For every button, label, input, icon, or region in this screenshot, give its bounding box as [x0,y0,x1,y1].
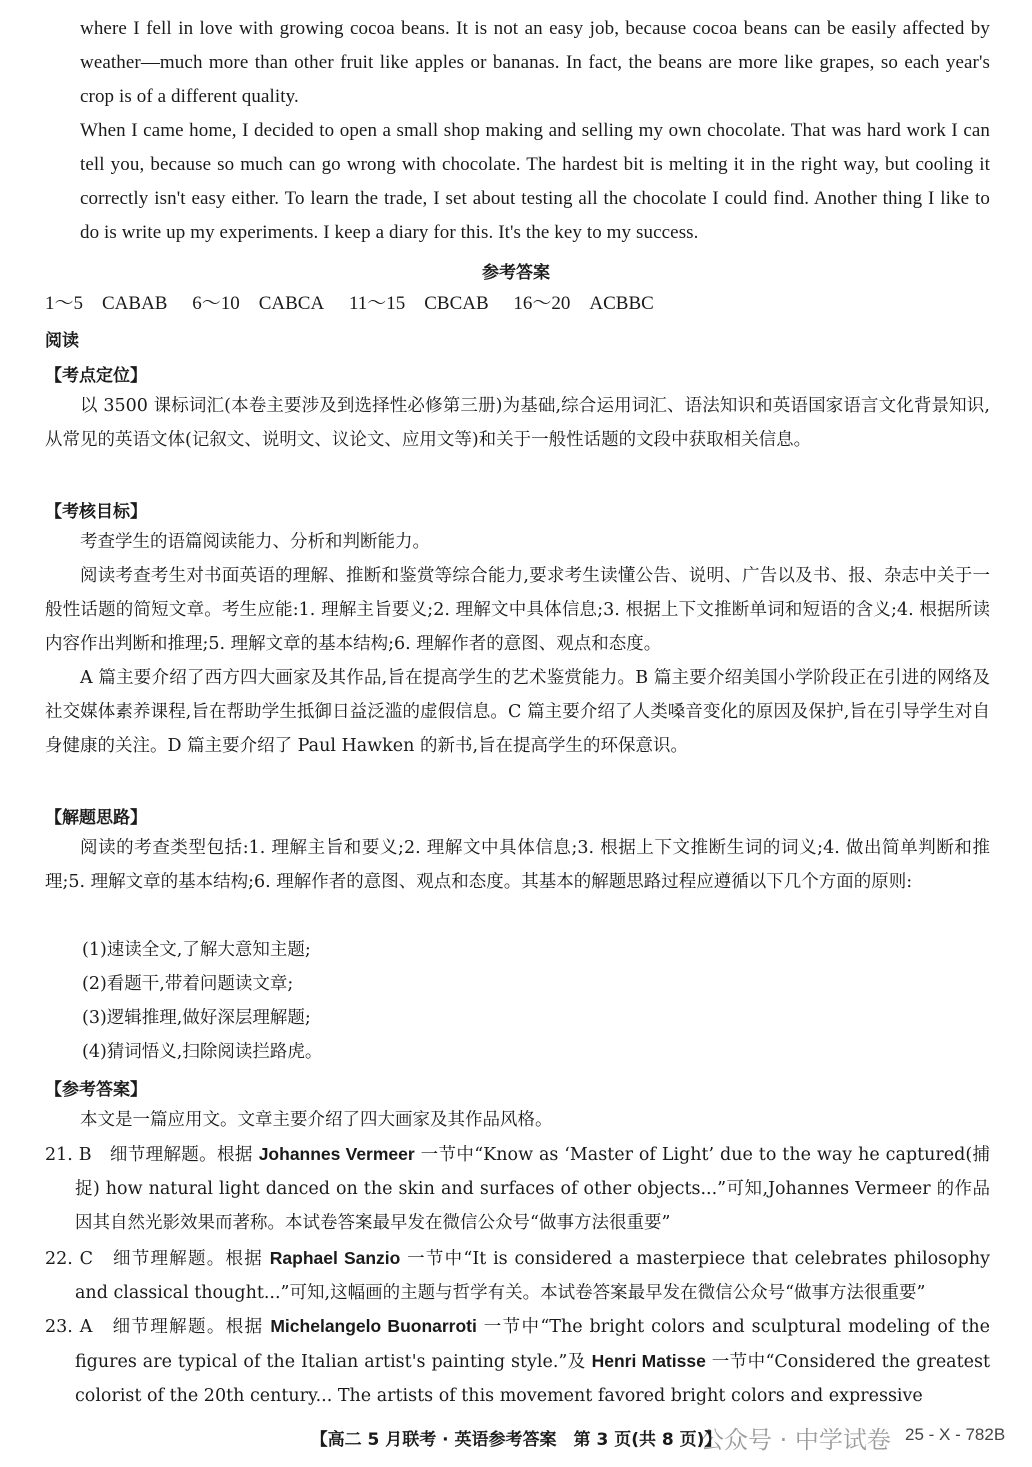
answer-group: 6～10 CABCA [192,293,325,314]
explanation-text: 细节理解题。根据 [91,1145,259,1165]
jieti-item: (2)看题干,带着问题读文章; [82,974,294,994]
explanation-text: 一节中“It is considered a masterpiece that celebrates philosophy and classical thought...”可知,这幅画的主题与哲学有关。本试卷答案最早发在微信公众号“做事方法很重要” [75,1249,990,1303]
section-name: Michelangelo Buonarroti [270,1316,477,1336]
question-23-explanation [45,1309,990,1413]
watermark-text: 公众号 · 中学试卷 [700,1426,891,1454]
answer-group: 16～20 ACBBC [513,293,654,314]
explanation-text: 细节理解题。根据 [92,1317,271,1337]
cankao-summary: 本文是一篇应用文。文章主要介绍了四大画家及其作品风格。 [80,1110,553,1130]
question-22-explanation [45,1241,990,1310]
intro-passage [80,12,990,250]
section-name: Henri Matisse [591,1351,706,1371]
intro-paragraph-1: where I fell in love with growing cocoa beans. It is not an easy job, because cocoa beans can be easily affected by weather—much more than other fruit like apples or bananas. In fact, the beans are more like grapes, so each year's crop is of a different quality. [80,18,990,107]
kaohe-heading: 【考核目标】 [45,502,147,522]
kaohe-paragraph-1: 考查学生的语篇阅读能力、分析和判断能力。 [80,532,430,552]
explanation-text: 一节中“The bright colors and sculptural modeling of the figures are typical of the Italian artist's painting style.”及 [75,1317,990,1372]
question-21-explanation [45,1137,990,1240]
jieti-item: (3)逻辑推理,做好深层理解题; [82,1008,311,1028]
section-name: Raphael Sanzio [269,1248,401,1268]
page-footer: 【高二 5 月联考 · 英语参考答案 第 3 页(共 8 页)】 [310,1430,722,1450]
jieti-heading: 【解题思路】 [45,808,147,828]
kaodian-text: 以 3500 课标词汇(本卷主要涉及到选择性必修第三册)为基础,综合运用词汇、语法知识和英语国家语言文化背景知识,从常见的英语文体(记叙文、说明文、议论文、应用文等)和关于一般性话题的文段中获取相关信息。 [45,396,990,450]
explanation-text: 细节理解题。根据 [93,1249,270,1269]
answer-key-line [45,288,672,315]
jieti-paragraph: 阅读的考查类型包括:1. 理解主旨和要义;2. 理解文中具体信息;3. 根据上下文推断生词的词义;4. 做出简单判断和推理;5. 理解文章的基本结构;6. 理解作者的意图、观点和态度。其基本的解题思路过程应遵循以下几个方面的原则: [45,838,990,892]
footer-code: 25 - X - 782B [905,1425,1006,1444]
explanation-text: 一节中“Considered the greatest colorist of the 20th century... The artists of this movement favored bright colors and expressive [75,1352,991,1406]
intro-paragraph-2: When I came home, I decided to open a small shop making and selling my own chocolate. That was hard work I can tell you, because so much can go wrong with chocolate. The hardest bit is melting it in the right way, but cooling it correctly isn't easy either. To learn the trade, I set about testing all the chocolate I could find. Another thing I like to do is write up my experiments. I keep a diary for this. It's the key to my success. [80,120,990,243]
answer-group: 1～5 CABAB [45,293,168,314]
question-number: 23. A [45,1317,93,1337]
explanation-text: 一节中“Know as ‘Master of Light’ due to the way he captured(捕捉) how natural light danced on the skin and surfaces of other objects...”可知,Johannes Vermeer 的作品因其自然光影效果而著称。本试卷答案最早发在微信公众号“做事方法很重要” [75,1145,991,1233]
kaohe-paragraph-3: A 篇主要介绍了西方四大画家及其作品,旨在提高学生的艺术鉴赏能力。B 篇主要介绍美国小学阶段正在引进的网络及社交媒体素养课程,旨在帮助学生抵御日益泛滥的虚假信息。C 篇主要介绍了人类嗓音变化的原因及保护,旨在引导学生对自身健康的关注。D 篇主要介绍了 Paul Hawken 的新书,旨在提高学生的环保意识。 [45,668,990,756]
answer-group: 11～15 CBCAB [348,293,489,314]
kaohe-paragraph-2: 阅读考查考生对书面英语的理解、推断和鉴赏等综合能力,要求考生读懂公告、说明、广告以及书、报、杂志中关于一般性话题的简短文章。考生应能:1. 理解主旨要义;2. 理解文中具体信息;3. 根据上下文推断单词和短语的含义;4. 根据所读内容作出判断和推理;5. 理解文章的基本结构;6. 理解作者的意图、观点和态度。 [45,566,990,654]
kaodian-heading: 【考点定位】 [45,366,147,386]
section-name: Johannes Vermeer [258,1144,415,1164]
question-number: 21. B [45,1145,92,1165]
answer-key-title: 参考答案 [482,263,550,283]
jieti-item: (1)速读全文,了解大意知主题; [82,940,311,960]
section-title-reading: 阅读 [45,331,79,351]
question-number: 22. C [45,1249,94,1269]
cankao-heading: 【参考答案】 [45,1080,147,1100]
jieti-item: (4)猜词悟义,扫除阅读拦路虎。 [82,1042,323,1062]
